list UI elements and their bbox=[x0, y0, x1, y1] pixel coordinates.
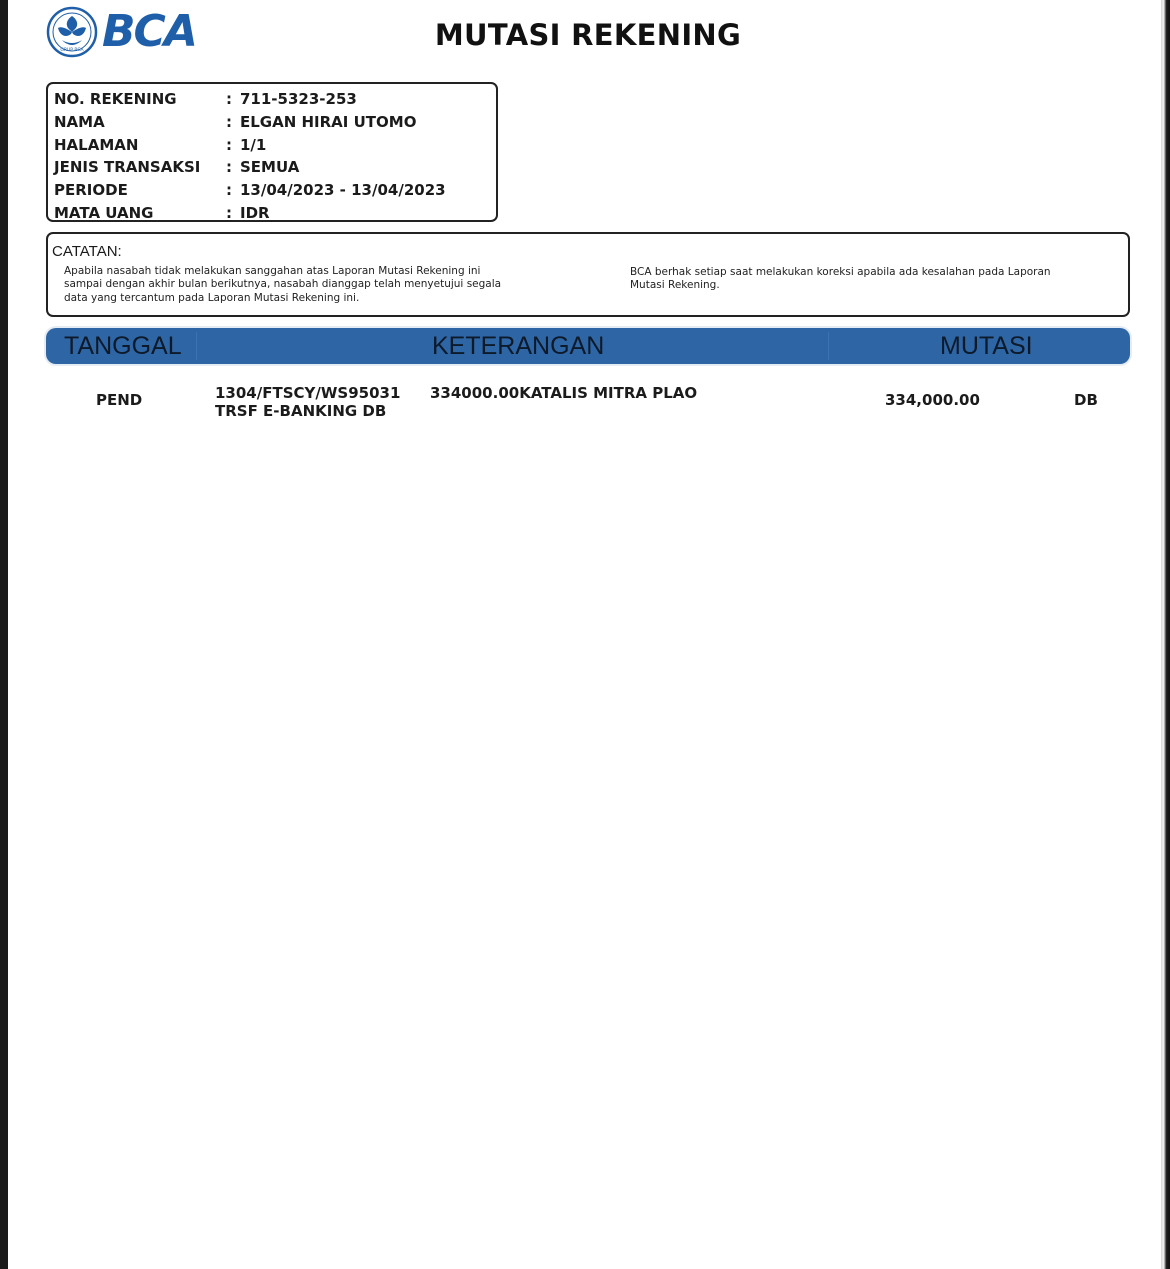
info-row-account-number bbox=[54, 88, 496, 111]
row-date: PEND bbox=[96, 391, 143, 409]
info-row-currency bbox=[54, 201, 496, 224]
notes-line: Mutasi Rekening. bbox=[630, 279, 720, 292]
column-divider bbox=[196, 332, 197, 360]
info-row-page bbox=[54, 133, 496, 156]
column-header-amount: MUTASI bbox=[940, 332, 1033, 360]
info-row-transaction-type bbox=[54, 156, 496, 179]
window-edge bbox=[1161, 0, 1170, 1269]
account-info-box bbox=[46, 82, 498, 222]
info-value: 13/04/2023 - 13/04/2023 bbox=[240, 181, 446, 200]
table-header bbox=[46, 328, 1130, 364]
info-value: 711-5323-253 bbox=[240, 90, 357, 109]
column-divider bbox=[828, 332, 829, 360]
row-amount: 334,000.00 bbox=[885, 391, 980, 409]
info-value: IDR bbox=[240, 203, 270, 222]
info-colon: : bbox=[226, 203, 232, 222]
row-description-line: 1304/FTSCY/WS95031 bbox=[215, 384, 401, 402]
notes-title: CATATAN: bbox=[52, 243, 122, 260]
info-value: ELGAN HIRAI UTOMO bbox=[240, 113, 417, 132]
info-colon: : bbox=[226, 181, 232, 200]
notes-box bbox=[46, 232, 1130, 317]
info-row-name bbox=[54, 111, 496, 134]
info-colon: : bbox=[226, 113, 232, 132]
row-description-line: TRSF E-BANKING DB bbox=[215, 402, 387, 420]
notes-line: sampai dengan akhir bulan berikutnya, nasabah dianggap telah menyetujui segala bbox=[64, 278, 502, 291]
notes-left-text bbox=[64, 265, 544, 305]
info-colon: : bbox=[226, 158, 232, 177]
info-value: 1/1 bbox=[240, 135, 267, 154]
notes-line: Apabila nasabah tidak melakukan sanggahan atas Laporan Mutasi Rekening ini bbox=[64, 265, 481, 277]
notes-line: BCA berhak setiap saat melakukan koreksi apabila ada kesalahan pada Laporan bbox=[630, 266, 1051, 278]
notes-line: data yang tercantum pada Laporan Mutasi Rekening ini. bbox=[64, 291, 360, 304]
statement-page bbox=[8, 0, 1161, 1269]
info-label: PERIODE bbox=[54, 181, 128, 200]
info-value: SEMUA bbox=[240, 158, 300, 177]
row-description-detail: 334000.00KATALIS MITRA PLAO bbox=[430, 384, 698, 402]
page-title: MUTASI REKENING bbox=[434, 18, 742, 52]
info-label: HALAMAN bbox=[54, 135, 139, 154]
info-colon: : bbox=[226, 135, 232, 154]
info-label: NO. REKENING bbox=[54, 90, 177, 109]
column-header-date: TANGGAL bbox=[64, 332, 182, 360]
seal-text: GRUP BCA bbox=[60, 48, 84, 53]
info-row-period bbox=[54, 179, 496, 202]
column-header-description: KETERANGAN bbox=[432, 332, 605, 360]
info-label: NAMA bbox=[54, 113, 105, 132]
info-label: MATA UANG bbox=[54, 203, 154, 222]
notes-right-text bbox=[630, 266, 1110, 293]
bca-seal-icon bbox=[46, 6, 98, 58]
info-colon: : bbox=[226, 90, 232, 109]
bca-logo bbox=[46, 4, 216, 60]
logo-text: BCA bbox=[102, 6, 196, 57]
row-type: DB bbox=[1074, 391, 1098, 409]
row-description bbox=[215, 384, 400, 420]
info-label: JENIS TRANSAKSI bbox=[54, 158, 201, 177]
